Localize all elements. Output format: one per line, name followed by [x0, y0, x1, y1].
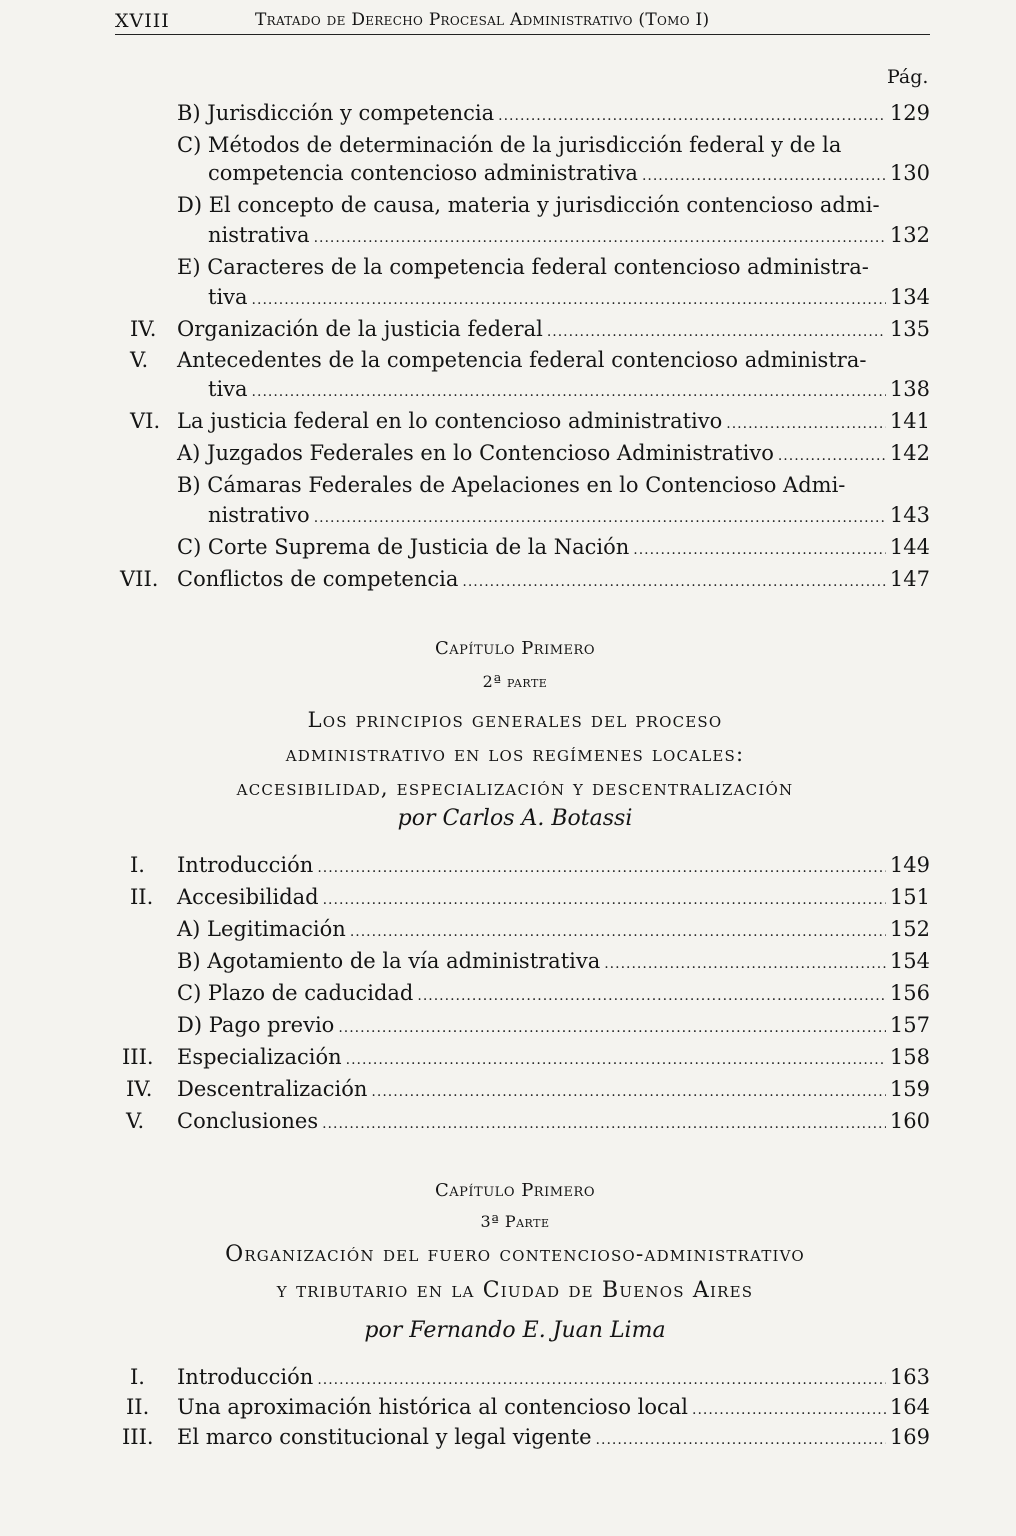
leader-dots [692, 1395, 886, 1425]
toc-entry-line1[interactable]: B) Cámaras Federales de Apelaciones en lo Contencioso Admi- [177, 473, 846, 497]
part-title-line: y tributario en la Ciudad de Buenos Aires [276, 1278, 754, 1303]
section-numeral: I. [130, 853, 145, 877]
part-title-line: accesibilidad, especialización y descentralización [236, 776, 794, 800]
section-numeral: VII. [120, 567, 159, 591]
toc-entry[interactable]: Accesibilidad ..... 151 [177, 882, 930, 915]
toc-entry[interactable]: Conflictos de competencia ..... 147 [177, 564, 930, 597]
section-numeral: V. [126, 1109, 145, 1133]
toc-entry[interactable]: D) Pago previo ..... 157 [177, 1010, 930, 1043]
author-line: por Carlos A. Botassi [397, 806, 633, 831]
toc-entry[interactable]: A) Legitimación ..... 152 [177, 914, 930, 947]
toc-entry-line1[interactable]: Antecedentes de la competencia federal contencioso administra- [177, 348, 867, 372]
toc-entry[interactable]: Introducción ..... 149 [177, 850, 930, 883]
toc-entry[interactable]: Una aproximación histórica al contencioso local ..... 164 [177, 1392, 930, 1425]
page-number: 142 [889, 441, 930, 465]
section-numeral: II. [130, 885, 154, 909]
author-line: por Fernando E. Juan Lima [364, 1318, 666, 1343]
section-numeral: III. [122, 1045, 154, 1069]
toc-entry[interactable]: Organización de la justicia federal ..... 135 [177, 314, 930, 347]
section-numeral: IV. [126, 1077, 153, 1101]
page-number: 154 [889, 949, 930, 973]
toc-entry[interactable]: A) Juzgados Federales en lo Contencioso Administrativo ..... 142 [177, 438, 930, 471]
leader-dots [604, 949, 886, 979]
toc-entry[interactable]: competencia contencioso administrativa ..... 130 [208, 158, 930, 191]
leader-dots [778, 441, 886, 471]
toc-entry-line1[interactable]: E) Caracteres de la competencia federal contencioso administra- [177, 255, 869, 279]
leader-dots [346, 1045, 886, 1075]
section-numeral: I. [130, 1365, 145, 1389]
page-number: 134 [889, 285, 930, 309]
page-number: 163 [889, 1365, 930, 1389]
page-number: 169 [889, 1425, 930, 1449]
leader-dots [338, 1013, 886, 1043]
leader-dots [726, 409, 886, 439]
page-number: 156 [889, 981, 930, 1005]
leader-dots [314, 223, 886, 253]
leader-dots [371, 1077, 885, 1107]
page-number: 129 [889, 101, 930, 125]
leader-dots [317, 1365, 886, 1395]
section-numeral: III. [122, 1425, 154, 1449]
section-numeral: V. [130, 348, 149, 372]
page-number: 157 [889, 1013, 930, 1037]
leader-dots [547, 317, 886, 347]
folio-number: XVIII [115, 10, 170, 32]
page-number: 160 [889, 1109, 930, 1133]
leader-dots [633, 535, 886, 565]
page-number: 147 [889, 567, 930, 591]
toc-entry[interactable]: Introducción ..... 163 [177, 1362, 930, 1395]
section-numeral: II. [126, 1395, 150, 1419]
part-title-line: Los principios generales del proceso [307, 708, 723, 732]
toc-entry[interactable]: La justicia federal en lo contencioso administrativo ..... 141 [177, 406, 930, 439]
page-header [115, 8, 930, 35]
page-number: 158 [889, 1045, 930, 1069]
toc-entry[interactable]: nistrativa ..... 132 [208, 220, 930, 253]
section-numeral: VI. [130, 409, 161, 433]
page-number: 152 [889, 917, 930, 941]
leader-dots [462, 567, 886, 597]
page-number: 151 [889, 885, 930, 909]
leader-dots [498, 101, 886, 131]
page-number: 164 [889, 1395, 930, 1419]
page-number: 159 [889, 1077, 930, 1101]
toc-entry[interactable]: Conclusiones ..... 160 [177, 1106, 930, 1139]
part-heading: 2ª parte [482, 672, 548, 691]
toc-entry[interactable]: C) Corte Suprema de Justicia de la Nación ..... 144 [177, 532, 930, 565]
page-number: 130 [889, 161, 930, 185]
leader-dots [252, 285, 886, 315]
part-heading: 3ª Parte [480, 1212, 550, 1231]
section-numeral: IV. [130, 317, 157, 341]
page-number: 132 [889, 223, 930, 247]
running-title: Tratado de Derecho Procesal Administrativo (Tomo I) [255, 10, 710, 30]
page-column-label: Pág. [887, 66, 929, 88]
leader-dots [252, 377, 886, 407]
toc-entry-line1[interactable]: D) El concepto de causa, materia y jurisdicción contencioso admi- [177, 193, 880, 217]
leader-dots [323, 885, 886, 915]
leader-dots [322, 1109, 886, 1139]
page-number: 138 [889, 377, 930, 401]
toc-entry[interactable]: El marco constitucional y legal vigente ..... 169 [177, 1422, 930, 1455]
leader-dots [417, 981, 886, 1011]
leader-dots [314, 503, 886, 533]
toc-entry[interactable]: B) Agotamiento de la vía administrativa ..... 154 [177, 946, 930, 979]
page-number: 149 [889, 853, 930, 877]
part-title-line: Organización del fuero contencioso-administrativo [225, 1242, 805, 1267]
chapter-heading: Capítulo Primero [435, 638, 595, 659]
chapter-heading: Capítulo Primero [435, 1180, 595, 1201]
page-number: 143 [889, 503, 930, 527]
page-number: 135 [889, 317, 930, 341]
toc-entry[interactable]: Descentralización ..... 159 [177, 1074, 930, 1107]
toc-entry[interactable]: B) Jurisdicción y competencia ..... 129 [177, 98, 930, 131]
leader-dots [642, 161, 886, 191]
leader-dots [596, 1425, 886, 1455]
part-title-line: administrativo en los regímenes locales: [285, 742, 745, 766]
toc-entry-line1[interactable]: C) Métodos de determinación de la jurisdicción federal y de la [177, 133, 842, 157]
page-number: 141 [889, 409, 930, 433]
toc-entry[interactable]: nistrativo ..... 143 [208, 500, 930, 533]
leader-dots [317, 853, 886, 883]
toc-entry[interactable]: C) Plazo de caducidad ..... 156 [177, 978, 930, 1011]
toc-entry[interactable]: tiva ..... 134 [208, 282, 930, 315]
page-number: 144 [889, 535, 930, 559]
leader-dots [350, 917, 886, 947]
toc-entry[interactable]: Especialización ..... 158 [177, 1042, 930, 1075]
toc-entry[interactable]: tiva ..... 138 [208, 374, 930, 407]
